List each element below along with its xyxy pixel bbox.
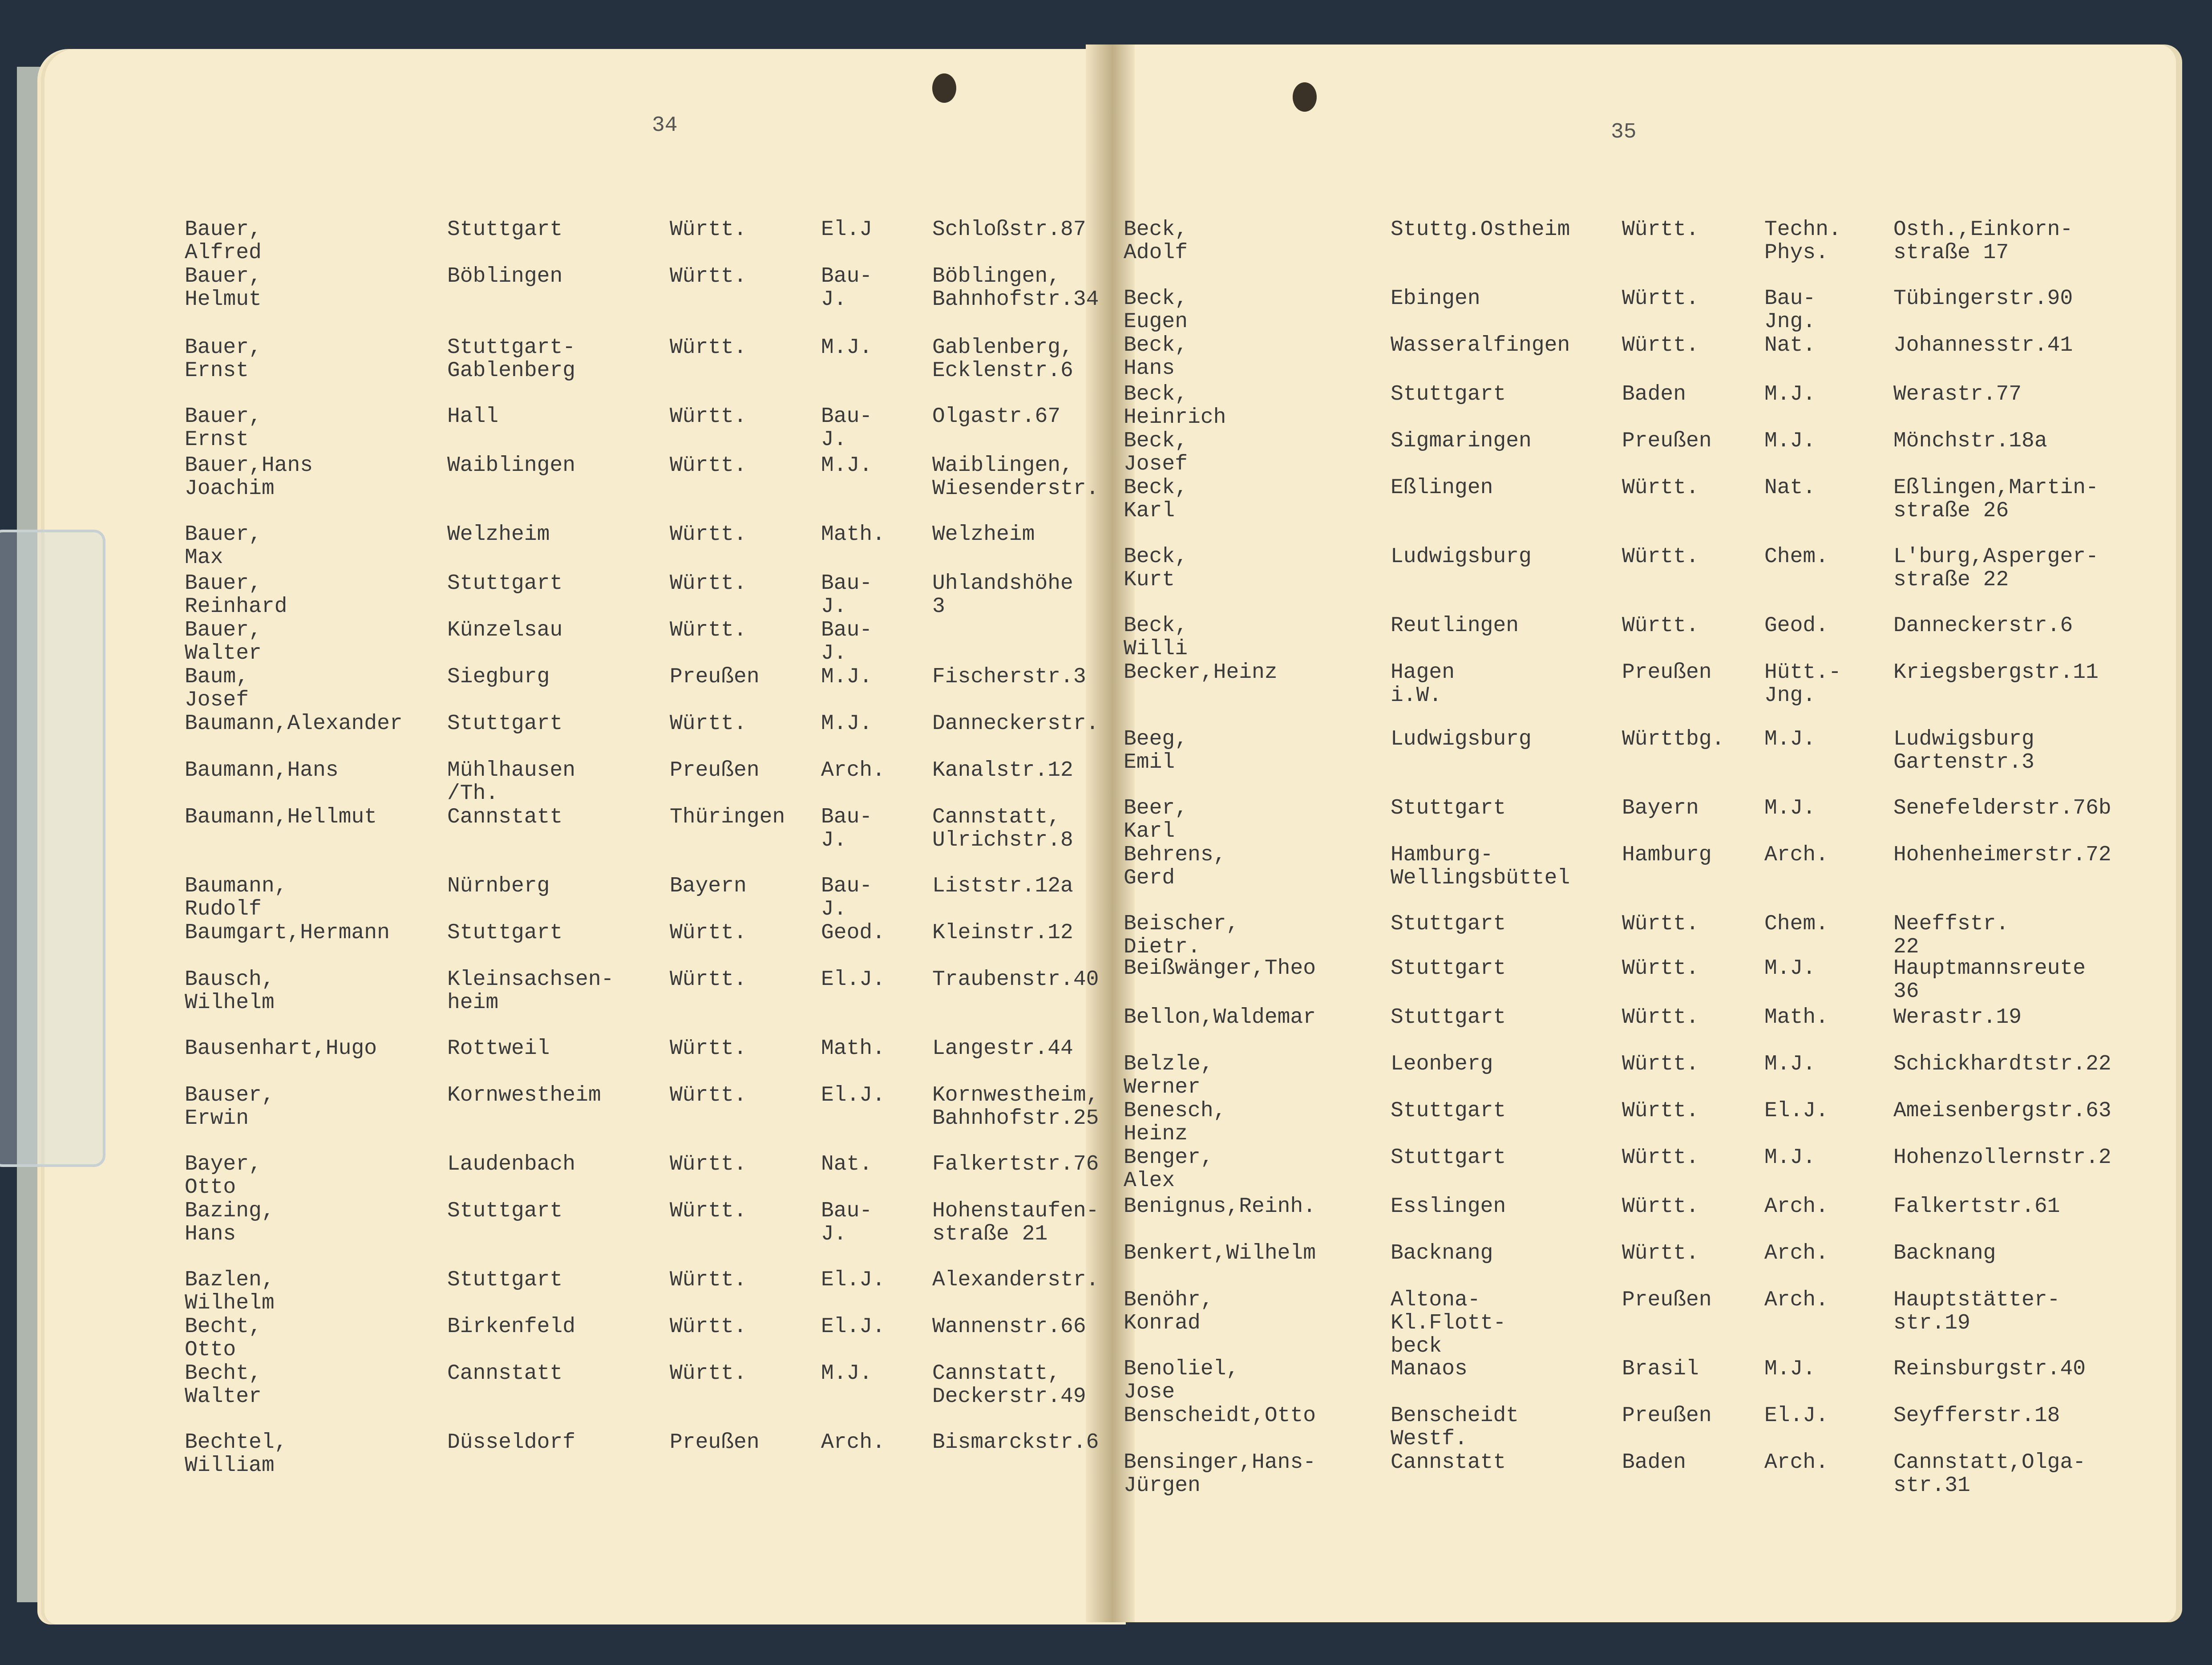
right-page <box>1108 45 2176 1622</box>
cell-name: Becht, Walter <box>185 1361 262 1409</box>
cell-place: Stuttgart <box>447 571 563 596</box>
cell-place: Cannstatt <box>1391 1450 1506 1475</box>
cell-field: Bau-J. <box>821 264 873 312</box>
cell-address: Reinsburgstr.40 <box>1893 1357 2086 1381</box>
cell-field: Geod. <box>1764 614 1829 638</box>
cell-field: El.J. <box>821 968 886 992</box>
cell-state: Württ. <box>670 571 747 596</box>
cell-state: Württ. <box>1622 218 1699 242</box>
cell-state: Württ. <box>670 921 747 945</box>
cell-field: M.J. <box>1764 727 1816 751</box>
cell-state: Württ. <box>670 523 747 547</box>
cell-place: Stuttgart <box>1391 1146 1506 1170</box>
cell-place: Kornwestheim <box>447 1083 601 1107</box>
cell-field: Bau-J. <box>821 874 873 921</box>
cell-place: Welzheim <box>447 523 550 547</box>
cell-address: Böblingen, Bahnhofstr.34 <box>932 264 1099 312</box>
cell-place: Birkenfeld <box>447 1315 576 1339</box>
cell-state: Württ. <box>670 1315 747 1339</box>
cell-address: Uhlandshöhe 3 <box>932 571 1073 619</box>
cell-place: Backnang <box>1391 1241 1493 1265</box>
cell-name: Becker,Heinz <box>1124 660 1278 685</box>
cell-address: Cannstatt, Ulrichstr.8 <box>932 805 1073 852</box>
cell-address: Langestr.44 <box>932 1037 1073 1061</box>
cell-address: Kanalstr.12 <box>932 758 1073 782</box>
cell-name: Benignus,Reinh. <box>1124 1195 1316 1219</box>
cell-address: Falkertstr.76 <box>932 1152 1099 1176</box>
cell-state: Württ. <box>670 1083 747 1107</box>
cell-state: Württ. <box>670 968 747 992</box>
cell-state: Württ. <box>670 618 747 642</box>
cell-field: Math. <box>1764 1005 1829 1029</box>
cell-place: Künzelsau <box>447 618 563 642</box>
cell-address: Mönchstr.18a <box>1893 429 2047 453</box>
cell-state: Preußen <box>670 1430 760 1454</box>
cell-address: Falkertstr.61 <box>1893 1195 2060 1219</box>
cell-field: M.J. <box>821 336 873 360</box>
cell-place: Eßlingen <box>1391 476 1493 500</box>
cell-address: Kriegsbergstr.11 <box>1893 660 2099 685</box>
cell-field: Bau-J. <box>821 805 873 852</box>
cell-field: M.J. <box>1764 429 1816 453</box>
cell-name: Bauer, Ernst <box>185 336 262 383</box>
cell-address: Hauptstätter- str.19 <box>1893 1288 2060 1335</box>
cell-name: Benscheidt,Otto <box>1124 1404 1316 1428</box>
cell-address: Cannstatt, Deckerstr.49 <box>932 1361 1086 1409</box>
cell-address: Werastr.19 <box>1893 1005 2022 1029</box>
cell-place: Laudenbach <box>447 1152 576 1176</box>
cell-field: Arch. <box>1764 843 1829 867</box>
cell-address: Wannenstr.66 <box>932 1315 1086 1339</box>
cell-field: M.J. <box>821 712 873 736</box>
cell-field: Nat. <box>821 1152 873 1176</box>
cell-state: Württ. <box>1622 956 1699 980</box>
cell-place: Reutlingen <box>1391 614 1519 638</box>
cell-state: Preußen <box>670 665 760 689</box>
page-number-left: 34 <box>652 113 678 138</box>
cell-name: Beck, Josef <box>1124 429 1188 476</box>
cell-name: Baumgart,Hermann <box>185 921 390 945</box>
cell-name: Bauser, Erwin <box>185 1083 275 1130</box>
cell-name: Bauer, Helmut <box>185 264 262 312</box>
cell-address: Senefelderstr.76b <box>1893 796 2111 820</box>
cell-field: El.J. <box>1764 1099 1829 1123</box>
cell-name: Bauer,Hans Joachim <box>185 454 313 501</box>
cell-state: Württ. <box>1622 614 1699 638</box>
cell-address: Ameisenbergstr.63 <box>1893 1099 2111 1123</box>
cell-field: M.J. <box>1764 796 1816 820</box>
cell-field: Bau-J. <box>821 571 873 619</box>
cell-address: Waiblingen, Wiesenderstr. <box>932 454 1099 501</box>
cell-name: Bellon,Waldemar <box>1124 1005 1316 1029</box>
cell-address: Gablenberg, Ecklenstr.6 <box>932 336 1073 383</box>
cell-state: Württ. <box>670 1152 747 1176</box>
cell-address: Hohenheimerstr.72 <box>1893 843 2111 867</box>
cell-field: Math. <box>821 1037 886 1061</box>
cell-state: Württ. <box>670 336 747 360</box>
cell-name: Beck, Eugen <box>1124 287 1188 334</box>
cell-name: Beischer, Dietr. <box>1124 912 1239 959</box>
cell-address: Danneckerstr.6 <box>1893 614 2073 638</box>
cell-field: Nat. <box>1764 333 1816 357</box>
cell-field: Geod. <box>821 921 886 945</box>
cell-address: Welzheim <box>932 523 1035 547</box>
cell-name: Benger, Alex <box>1124 1146 1213 1193</box>
cell-state: Thüringen <box>670 805 785 829</box>
cell-address: Seyfferstr.18 <box>1893 1404 2060 1428</box>
cell-address: Neeffstr. 22 <box>1893 912 2009 959</box>
cell-state: Württ. <box>1622 912 1699 936</box>
cell-place: Benscheidt Westf. <box>1391 1404 1519 1451</box>
cell-place: Hamburg- Wellingsbüttel <box>1391 843 1570 890</box>
cell-address: Kornwestheim, Bahnhofstr.25 <box>932 1083 1099 1130</box>
cell-address: Ludwigsburg Gartenstr.3 <box>1893 727 2034 774</box>
cell-place: Ludwigsburg <box>1391 727 1532 751</box>
cell-place: Rottweil <box>447 1037 550 1061</box>
cell-state: Brasil <box>1622 1357 1699 1381</box>
cell-place: Cannstatt <box>447 805 563 829</box>
cell-address: Fischerstr.3 <box>932 665 1086 689</box>
cell-field: Techn. Phys. <box>1764 218 1841 265</box>
cell-field: M.J. <box>1764 956 1816 980</box>
cell-field: Bau-Jng. <box>1764 287 1816 334</box>
cell-place: Stuttgart- Gablenberg <box>447 336 576 383</box>
cell-address: L'burg,Asperger- straße 22 <box>1893 545 2099 592</box>
cell-state: Preußen <box>1622 1404 1712 1428</box>
cell-place: Siegburg <box>447 665 550 689</box>
cell-field: M.J. <box>821 454 873 478</box>
cell-field: Bau-J. <box>821 1199 873 1246</box>
cell-name: Bechtel, William <box>185 1430 287 1478</box>
cell-state: Preußen <box>1622 1288 1712 1312</box>
cell-name: Bensinger,Hans-Jürgen <box>1124 1450 1316 1498</box>
cell-place: Waiblingen <box>447 454 576 478</box>
cell-name: Beck, Willi <box>1124 614 1188 661</box>
cell-name: Bauer, Ernst <box>185 405 262 452</box>
cell-name: Baumann, Rudolf <box>185 874 287 921</box>
cell-name: Bazlen, Wilhelm <box>185 1268 275 1315</box>
cell-state: Württ. <box>670 405 747 429</box>
cell-state: Hamburg <box>1622 843 1712 867</box>
cell-place: Hagen i.W. <box>1391 660 1455 708</box>
cell-address: Backnang <box>1893 1241 1996 1265</box>
cell-place: Ludwigsburg <box>1391 545 1532 569</box>
cell-name: Bauer, Reinhard <box>185 571 287 619</box>
cell-place: Stuttgart <box>1391 1099 1506 1123</box>
cell-address: Hohenzollernstr.2 <box>1893 1146 2111 1170</box>
punch-hole-right <box>1293 82 1317 112</box>
cell-place: Stuttgart <box>1391 796 1506 820</box>
cell-place: Stuttgart <box>447 1268 563 1292</box>
cell-field: El.J. <box>821 1268 886 1292</box>
cell-field: M.J. <box>821 1361 873 1385</box>
cell-state: Württ. <box>1622 1099 1699 1123</box>
cell-address: Hohenstaufen- straße 21 <box>932 1199 1099 1246</box>
cell-field: Arch. <box>1764 1195 1829 1219</box>
cell-place: Stuttg.Ostheim <box>1391 218 1570 242</box>
cell-name: Beck, Heinrich <box>1124 382 1226 429</box>
cell-address: Schloßstr.87 <box>932 218 1086 242</box>
cell-name: Bayer, Otto <box>185 1152 262 1199</box>
cell-name: Bauer, Walter <box>185 618 262 665</box>
cell-field: Arch. <box>1764 1241 1829 1265</box>
cell-place: Böblingen <box>447 264 563 288</box>
cell-state: Württ. <box>670 1268 747 1292</box>
cell-address: Eßlingen,Martin- straße 26 <box>1893 476 2099 523</box>
cell-name: Benöhr, Konrad <box>1124 1288 1213 1335</box>
cell-field: Arch. <box>1764 1450 1829 1475</box>
cell-address: Osth.,Einkorn- straße 17 <box>1893 218 2073 265</box>
cell-address: Werastr.77 <box>1893 382 2022 406</box>
cell-address: Tübingerstr.90 <box>1893 287 2073 311</box>
cell-field: El.J. <box>1764 1404 1829 1428</box>
cell-field: Chem. <box>1764 912 1829 936</box>
cell-place: Wasseralfingen <box>1391 333 1570 357</box>
cell-name: Bauer, Alfred <box>185 218 262 265</box>
cell-field: M.J. <box>1764 1146 1816 1170</box>
cell-field: Hütt.- Jng. <box>1764 660 1841 708</box>
cell-name: Beißwänger,Theo <box>1124 956 1316 980</box>
cell-place: Stuttgart <box>447 712 563 736</box>
cell-place: Ebingen <box>1391 287 1480 311</box>
cell-address: Alexanderstr. <box>932 1268 1099 1292</box>
cell-place: Stuttgart <box>1391 382 1506 406</box>
cell-place: Stuttgart <box>447 218 563 242</box>
cell-name: Bausch, Wilhelm <box>185 968 275 1015</box>
cell-state: Preußen <box>1622 429 1712 453</box>
cell-address: Kleinstr.12 <box>932 921 1073 945</box>
cell-name: Becht, Otto <box>185 1315 262 1362</box>
cell-field: Arch. <box>821 1430 886 1454</box>
cell-name: Behrens, Gerd <box>1124 843 1226 890</box>
cell-name: Bazing, Hans <box>185 1199 275 1246</box>
cell-name: Beck, Kurt <box>1124 545 1188 592</box>
cell-name: Beck, Adolf <box>1124 218 1188 265</box>
cell-name: Beck, Hans <box>1124 333 1188 381</box>
cell-state: Bayern <box>1622 796 1699 820</box>
cell-place: Cannstatt <box>447 1361 563 1385</box>
cell-field: M.J. <box>1764 1052 1816 1076</box>
cell-address: Liststr.12a <box>932 874 1073 898</box>
cell-address: Johannesstr.41 <box>1893 333 2073 357</box>
cell-name: Beck, Karl <box>1124 476 1188 523</box>
cell-place: Stuttgart <box>447 921 563 945</box>
cell-name: Bausenhart,Hugo <box>185 1037 377 1061</box>
cell-name: Bauer, Max <box>185 523 262 570</box>
cell-address: Cannstatt,Olga- str.31 <box>1893 1450 2086 1498</box>
cell-name: Baumann,Hellmut <box>185 805 377 829</box>
plastic-clip <box>0 530 105 1167</box>
cell-place: Esslingen <box>1391 1195 1506 1219</box>
cell-field: M.J. <box>821 665 873 689</box>
cell-address: Bismarckstr.6 <box>932 1430 1099 1454</box>
cell-place: Leonberg <box>1391 1052 1493 1076</box>
cell-name: Benkert,Wilhelm <box>1124 1241 1316 1265</box>
cell-state: Württbg. <box>1622 727 1725 751</box>
cell-place: Stuttgart <box>447 1199 563 1223</box>
cell-field: El.J. <box>821 1315 886 1339</box>
cell-state: Württ. <box>1622 287 1699 311</box>
cell-state: Württ. <box>1622 1005 1699 1029</box>
cell-name: Belzle, Werner <box>1124 1052 1213 1099</box>
cell-address: Traubenstr.40 <box>932 968 1099 992</box>
cell-name: Beer, Karl <box>1124 796 1188 843</box>
cell-place: Stuttgart <box>1391 912 1506 936</box>
cell-state: Württ. <box>1622 1195 1699 1219</box>
cell-place: Altona-Kl.Flott- beck <box>1391 1288 1506 1358</box>
cell-name: Baum, Josef <box>185 665 249 712</box>
page-number-right: 35 <box>1611 120 1637 144</box>
cell-name: Baumann,Alexander <box>185 712 403 736</box>
cell-state: Württ. <box>1622 333 1699 357</box>
cell-name: Benesch, Heinz <box>1124 1099 1226 1146</box>
cell-place: Hall <box>447 405 499 429</box>
cell-address: Hauptmannsreute 36 <box>1893 956 2086 1004</box>
cell-place: Manaos <box>1391 1357 1468 1381</box>
cell-place: Düsseldorf <box>447 1430 576 1454</box>
cell-address: Schickhardtstr.22 <box>1893 1052 2111 1076</box>
cell-state: Württ. <box>670 1361 747 1385</box>
cell-field: Arch. <box>1764 1288 1829 1312</box>
cell-field: Math. <box>821 523 886 547</box>
cell-state: Württ. <box>1622 545 1699 569</box>
cell-place: Stuttgart <box>1391 956 1506 980</box>
cell-field: Arch. <box>821 758 886 782</box>
cell-field: M.J. <box>1764 382 1816 406</box>
cell-address: Olgastr.67 <box>932 405 1061 429</box>
cell-field: Chem. <box>1764 545 1829 569</box>
cell-name: Benoliel, Jose <box>1124 1357 1239 1404</box>
cell-state: Preußen <box>670 758 760 782</box>
cell-state: Württ. <box>1622 1146 1699 1170</box>
cell-name: Beeg, Emil <box>1124 727 1188 774</box>
cell-state: Bayern <box>670 874 747 898</box>
cell-state: Württ. <box>670 218 747 242</box>
cell-field: M.J. <box>1764 1357 1816 1381</box>
punch-hole-left <box>932 73 956 103</box>
cell-place: Nürnberg <box>447 874 550 898</box>
cell-state: Württ. <box>670 454 747 478</box>
cell-state: Württ. <box>670 264 747 288</box>
cell-field: El.J. <box>821 1083 886 1107</box>
cell-state: Württ. <box>1622 1241 1699 1265</box>
cell-place: Sigmaringen <box>1391 429 1532 453</box>
cell-state: Württ. <box>670 712 747 736</box>
cell-state: Baden <box>1622 1450 1686 1475</box>
cell-state: Württ. <box>1622 1052 1699 1076</box>
cell-name: Baumann,Hans <box>185 758 339 782</box>
cell-state: Baden <box>1622 382 1686 406</box>
cell-place: Kleinsachsen- heim <box>447 968 614 1015</box>
cell-state: Württ. <box>670 1199 747 1223</box>
cell-place: Stuttgart <box>1391 1005 1506 1029</box>
cell-field: El.J <box>821 218 873 242</box>
cell-place: Mühlhausen /Th. <box>447 758 576 806</box>
cell-field: Bau-J. <box>821 618 873 665</box>
cell-field: Nat. <box>1764 476 1816 500</box>
cell-state: Württ. <box>670 1037 747 1061</box>
cell-address: Danneckerstr. <box>932 712 1099 736</box>
cell-state: Württ. <box>1622 476 1699 500</box>
cell-state: Preußen <box>1622 660 1712 685</box>
cell-field: Bau-J. <box>821 405 873 452</box>
